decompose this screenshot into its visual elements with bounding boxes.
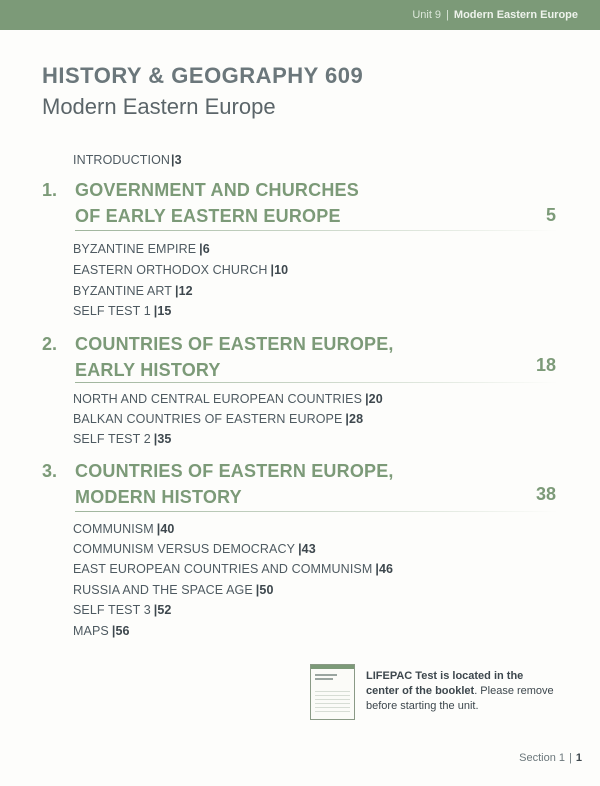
entry-page: 12 [178, 284, 193, 298]
entry-bar: | [153, 603, 158, 617]
toc-entry[interactable] [73, 263, 288, 277]
toc-entry[interactable] [73, 624, 130, 638]
toc-entry[interactable] [73, 392, 383, 406]
section-2-page: 18 [535, 355, 556, 375]
entry-label: EASTERN ORTHODOX CHURCH [73, 263, 268, 277]
entry-page: 15 [157, 304, 172, 318]
section-1-title-line2: OF EARLY EASTERN EUROPE [75, 206, 341, 226]
entry-page: 3 [174, 153, 182, 167]
entry-label: INTRODUCTION [73, 153, 171, 167]
entry-label: MAPS [73, 624, 109, 638]
section-2-number: 2. [42, 334, 58, 354]
entry-bar: | [270, 263, 275, 277]
section-3-page: 38 [535, 484, 556, 504]
toc-entry[interactable] [73, 542, 316, 556]
section-1-title-line1: GOVERNMENT AND CHURCHES [75, 180, 359, 200]
entry-page: 28 [349, 412, 364, 426]
entry-bar: | [171, 153, 175, 167]
toc-entry[interactable] [73, 412, 363, 426]
entry-bar: | [156, 522, 161, 536]
page-footer [519, 752, 582, 764]
toc-entry[interactable] [73, 522, 174, 536]
header-bar [0, 0, 600, 30]
toc-entry-introduction[interactable] [73, 153, 182, 167]
section-3-title[interactable] [75, 458, 394, 510]
entry-bar: | [153, 432, 158, 446]
toc-entry[interactable] [73, 583, 274, 597]
section-3-title-line2: MODERN HISTORY [75, 487, 242, 507]
entry-bar: | [111, 624, 116, 638]
footer-separator: | [569, 752, 572, 764]
section-1-number: 1. [42, 180, 58, 200]
entry-label: NORTH AND CENTRAL EUROPEAN COUNTRIES [73, 392, 363, 406]
header-text [412, 9, 578, 21]
entry-page: 50 [259, 583, 274, 597]
entry-page: 52 [157, 603, 172, 617]
toc-entry[interactable] [73, 603, 171, 617]
entry-bar: | [365, 392, 369, 406]
header-separator: | [446, 9, 449, 21]
section-3-title-line1: COUNTRIES OF EASTERN EUROPE, [75, 461, 394, 481]
footer-section: Section 1 [519, 752, 566, 764]
entry-bar: | [345, 412, 350, 426]
footer-page-number: 1 [575, 752, 582, 764]
entry-page: 6 [202, 242, 210, 256]
toc-entry[interactable] [73, 304, 171, 318]
toc-entry[interactable] [73, 284, 193, 298]
entry-label: SELF TEST 2 [73, 432, 151, 446]
header-title: Modern Eastern Europe [453, 9, 578, 21]
entry-label: BYZANTINE ART [73, 284, 173, 298]
entry-page: 56 [115, 624, 130, 638]
toc-entry[interactable] [73, 562, 393, 576]
section-1-divider [75, 230, 558, 231]
entry-label: EAST EUROPEAN COUNTRIES AND COMMUNISM [73, 562, 373, 576]
lifepac-note [310, 664, 560, 724]
entry-label: BYZANTINE EMPIRE [73, 242, 197, 256]
entry-bar: | [175, 284, 179, 298]
book-title: HISTORY & GEOGRAPHY 609 [42, 63, 364, 88]
section-3-divider [75, 511, 558, 512]
section-1-page: 5 [545, 205, 556, 225]
entry-page: 46 [378, 562, 394, 576]
entry-label: BALKAN COUNTRIES OF EASTERN EUROPE [73, 412, 343, 426]
entry-bar: | [255, 583, 260, 597]
lifepac-bold-text: LIFEPAC Test is located in the center of the booklet [366, 670, 524, 697]
entry-bar: | [153, 304, 158, 318]
entry-label: COMMUNISM [73, 522, 154, 536]
section-1-title[interactable] [75, 177, 359, 229]
entry-label: SELF TEST 1 [73, 304, 151, 318]
entry-label: COMMUNISM VERSUS DEMOCRACY [73, 542, 296, 556]
section-3-number: 3. [42, 461, 58, 481]
lifepac-rest-text: . Please remove before starting the unit. [366, 685, 554, 712]
entry-page: 10 [274, 263, 289, 277]
entry-page: 20 [368, 392, 383, 406]
entry-bar: | [298, 542, 302, 556]
entry-bar: | [199, 242, 203, 256]
entry-page: 43 [301, 542, 316, 556]
section-2-title[interactable] [75, 331, 394, 383]
entry-label: RUSSIA AND THE SPACE AGE [73, 583, 253, 597]
entry-page: 40 [160, 522, 175, 536]
book-subtitle: Modern Eastern Europe [42, 94, 276, 119]
entry-label: SELF TEST 3 [73, 603, 151, 617]
header-unit: Unit 9 [412, 9, 442, 21]
toc-entry[interactable] [73, 432, 171, 446]
section-2-divider [75, 382, 558, 383]
entry-bar: | [375, 562, 379, 576]
entry-page: 35 [157, 432, 172, 446]
section-2-title-line1: COUNTRIES OF EASTERN EUROPE, [75, 334, 394, 354]
booklet-thumbnail [310, 664, 355, 720]
section-2-title-line2: EARLY HISTORY [75, 360, 221, 380]
lifepac-text [366, 669, 556, 714]
toc-entry[interactable] [73, 242, 210, 256]
